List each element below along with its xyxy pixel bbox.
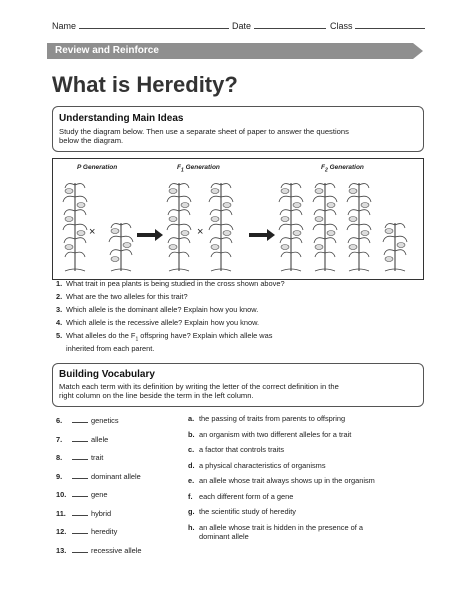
- question-4: 4. Which allele is the recessive allele? Explain how you know.: [56, 318, 260, 327]
- answer-blank[interactable]: [72, 507, 88, 516]
- answer-blank[interactable]: [72, 433, 88, 442]
- f1-generation-label: $F_1$ Generation: [177, 164, 220, 174]
- question-3: 3. Which allele is the dominant allele? Explain how you know.: [56, 305, 259, 314]
- vocab-instructions-line2: right column on the line beside the term in the left column.: [59, 391, 254, 400]
- f2-generation-label: $F_2$ Generation: [321, 164, 364, 174]
- arrow-icon: [137, 229, 163, 241]
- question-1: 1. What trait in pea plants is being studied in the cross shown above?: [56, 279, 285, 288]
- definition-item: b. an organism with two different alleles for a trait: [188, 429, 352, 439]
- cross-symbol-1: ×: [89, 226, 96, 238]
- name-label: Name: [52, 21, 77, 31]
- main-ideas-instructions-line2: below the diagram.: [59, 136, 124, 145]
- name-field[interactable]: [52, 19, 229, 31]
- definition-list: [188, 414, 428, 541]
- answer-blank[interactable]: [72, 414, 88, 423]
- term-item: 7. allele: [56, 434, 109, 444]
- date-line[interactable]: [254, 19, 326, 29]
- cross-symbol-2: ×: [197, 226, 204, 238]
- class-field[interactable]: [330, 19, 425, 31]
- question-5: 5. What alleles do the $F_1$ offspring have? Explain which allele was inherited from each parent.: [56, 331, 273, 354]
- main-ideas-box: [52, 106, 424, 152]
- answer-blank[interactable]: [72, 525, 88, 534]
- term-item: 12. heredity: [56, 527, 118, 536]
- vocab-instructions-line1: Match each term with its definition by writing the letter of the correct definition in the: [59, 382, 339, 391]
- definition-item: a. the passing of traits from parents to offspring: [188, 414, 346, 423]
- arrow-icon: [249, 229, 275, 241]
- term-item: 11. hybrid: [56, 508, 112, 518]
- banner-label: Review and Reinforce: [55, 45, 159, 56]
- class-label: Class: [330, 21, 353, 31]
- p-tall-plant: [63, 183, 87, 271]
- term-item: 13. recessive allele: [56, 545, 142, 555]
- main-ideas-instructions-line1: Study the diagram below. Then use a separate sheet of paper to answer the questions: [59, 127, 349, 136]
- p-generation-label: P Generation: [77, 164, 118, 171]
- definition-item: g. the scientific study of heredity: [188, 507, 296, 516]
- section-banner: [47, 43, 413, 59]
- answer-blank[interactable]: [72, 470, 88, 479]
- page-title: What is Heredity?: [52, 72, 238, 97]
- p-short-plant: [109, 223, 133, 271]
- diagram-illustration: [53, 159, 423, 279]
- question-list: [56, 279, 426, 353]
- answer-blank[interactable]: [72, 544, 88, 553]
- definition-item: f. each different form of a gene: [188, 491, 294, 501]
- term-item: 6. genetics: [56, 416, 119, 425]
- definition-item: e. an allele whose trait always shows up in the organism: [188, 476, 375, 485]
- term-item: 9. dominant allele: [56, 471, 141, 481]
- term-list: [56, 414, 142, 555]
- date-label: Date: [232, 21, 252, 31]
- date-field[interactable]: [232, 19, 326, 31]
- definition-item: c. a factor that controls traits: [188, 445, 285, 454]
- question-2: 2. What are the two alleles for this trait?: [56, 292, 188, 301]
- pea-plant-diagram: [52, 158, 424, 280]
- main-ideas-instructions: [59, 127, 419, 145]
- vocab-instructions: [59, 382, 419, 400]
- answer-blank[interactable]: [72, 488, 88, 497]
- banner-arrow: [413, 43, 423, 59]
- vocab-box: [52, 363, 424, 407]
- definition-item: h. an allele whose trait is hidden in the presence of a dominant allele: [188, 522, 363, 541]
- class-line[interactable]: [355, 19, 425, 29]
- definition-item: d. a physical characteristics of organisms: [188, 460, 326, 470]
- vocab-heading: Building Vocabulary: [59, 369, 155, 380]
- term-item: 8. trait: [56, 453, 104, 462]
- answer-blank[interactable]: [72, 451, 88, 460]
- name-line[interactable]: [79, 19, 229, 29]
- main-ideas-heading: Understanding Main Ideas: [59, 113, 184, 124]
- term-item: 10. gene: [56, 490, 108, 499]
